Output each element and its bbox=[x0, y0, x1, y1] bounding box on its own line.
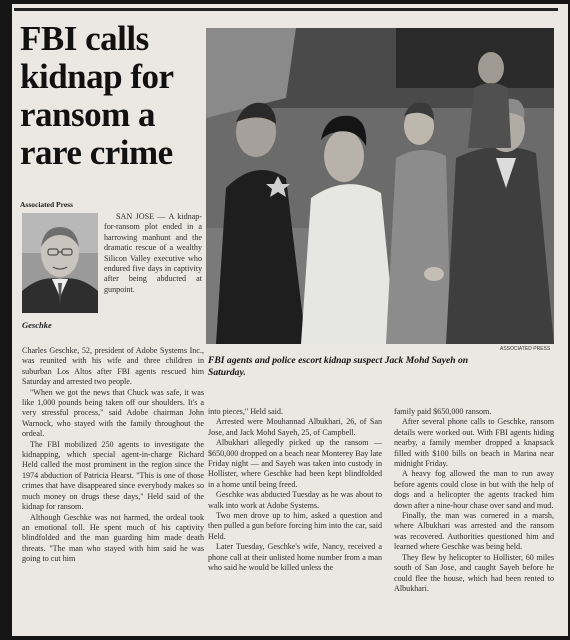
article-column-1 bbox=[22, 346, 204, 629]
byline: Associated Press bbox=[20, 200, 73, 209]
main-photo bbox=[206, 28, 554, 344]
col2-paragraph: Later Tuesday, Geschke's wife, Nancy, received a phone call at their unlisted home number from a man who said he would be killed unless the bbox=[208, 542, 382, 573]
col1-paragraph: Although Geschke was not harmed, the ordeal took an emotional toll. He spent much of his captivity blindfolded and the man guarding him made death threats. "The man who stayed with him said he was going to cut him bbox=[22, 512, 204, 564]
col1-paragraph: The FBI mobilized 250 agents to investigate the kidnapping, which special agent-in-charge Richard Held called the most prominent in the region since the 1974 abduction of Patricia Hearst. "This is one of those crimes that have disappeared since everybody makes so much money on drugs these days," Held said of the kidnap for ransom. bbox=[22, 439, 204, 512]
article-column-2 bbox=[208, 407, 382, 629]
col2-paragraph: Two men drove up to him, asked a question and then pulled a gun before forcing him into the car, said Held. bbox=[208, 511, 382, 541]
headline: FBI calls kidnap for ransom a rare crime bbox=[20, 19, 173, 172]
col3-paragraph: After several phone calls to Geschke, ransom details were worked out. With FBI agents hiding nearby, a family member dropped a knapsack filled with $100 bills on beach in Marina near midnight Friday. bbox=[394, 417, 554, 469]
intro-paragraph: SAN JOSE — A kidnap-for-ransom plot ended in a harrowing manhunt and the dramatic rescue of a wealthy Silicon Valley executive who endured five days in captivity after being abducted at gunpoint. bbox=[104, 212, 202, 294]
col2-paragraph: Albukhari allegedly picked up the ransom — $650,000 dropped on a beach near Monterey Bay late Friday night — and Sayeh was taken into custody in Hollister, where Geschke had been kept blindfolded in a home until being freed. bbox=[208, 438, 382, 489]
col1-paragraph: Charles Geschke, 52, president of Adobe Systems Inc., was reunited with his wife and three children in suburban Los Altos after FBI agents rescued him Saturday and arrested two people. bbox=[22, 346, 204, 387]
col3-paragraph: family paid $650,000 ransom. bbox=[394, 407, 492, 416]
col2-paragraph: Geschke was abducted Tuesday as he was about to walk into work at Adobe Systems. bbox=[208, 490, 382, 510]
top-rule bbox=[14, 8, 558, 11]
photo-caption: FBI agents and police escort kidnap suspect Jack Mohd Sayeh on Saturday. bbox=[208, 355, 469, 378]
col2-paragraph: into pieces," Held said. bbox=[208, 407, 284, 416]
col2-paragraph: Arrested were Mouhannad Albukhari, 26, of San Jose, and Jack Mohd Sayeh, 25, of Campbell. bbox=[208, 417, 382, 437]
article-column-3 bbox=[394, 407, 554, 629]
portrait-caption: Geschke bbox=[22, 320, 52, 330]
geschke-portrait bbox=[22, 213, 98, 313]
col1-paragraph: "When we got the news that Chuck was safe, it was like 1,000 pounds being taken off our shoulders. It's a very stressful process," said Adobe chairman John Warnock, who stayed with the family throughout the ordeal. bbox=[22, 387, 204, 439]
col3-paragraph: They flew by helicopter to Hollister, 60 miles south of San Jose, and caught Sayeh before he could flee the house, which had been rented to Albukhari. bbox=[394, 552, 554, 593]
col3-paragraph: Finally, the man was cornered in a marsh, where Albukhari was arrested and the ransom was recovered. Authorities questioned him and learned where Geschke was being held. bbox=[394, 511, 554, 552]
col3-paragraph: A heavy fog allowed the man to run away before agents could close in but with the help of dogs and a helicopter the agents tracked him down after a nine-hour chase over sand and mud. bbox=[394, 469, 554, 510]
photo-credit: ASSOCIATED PRESS bbox=[500, 346, 551, 352]
